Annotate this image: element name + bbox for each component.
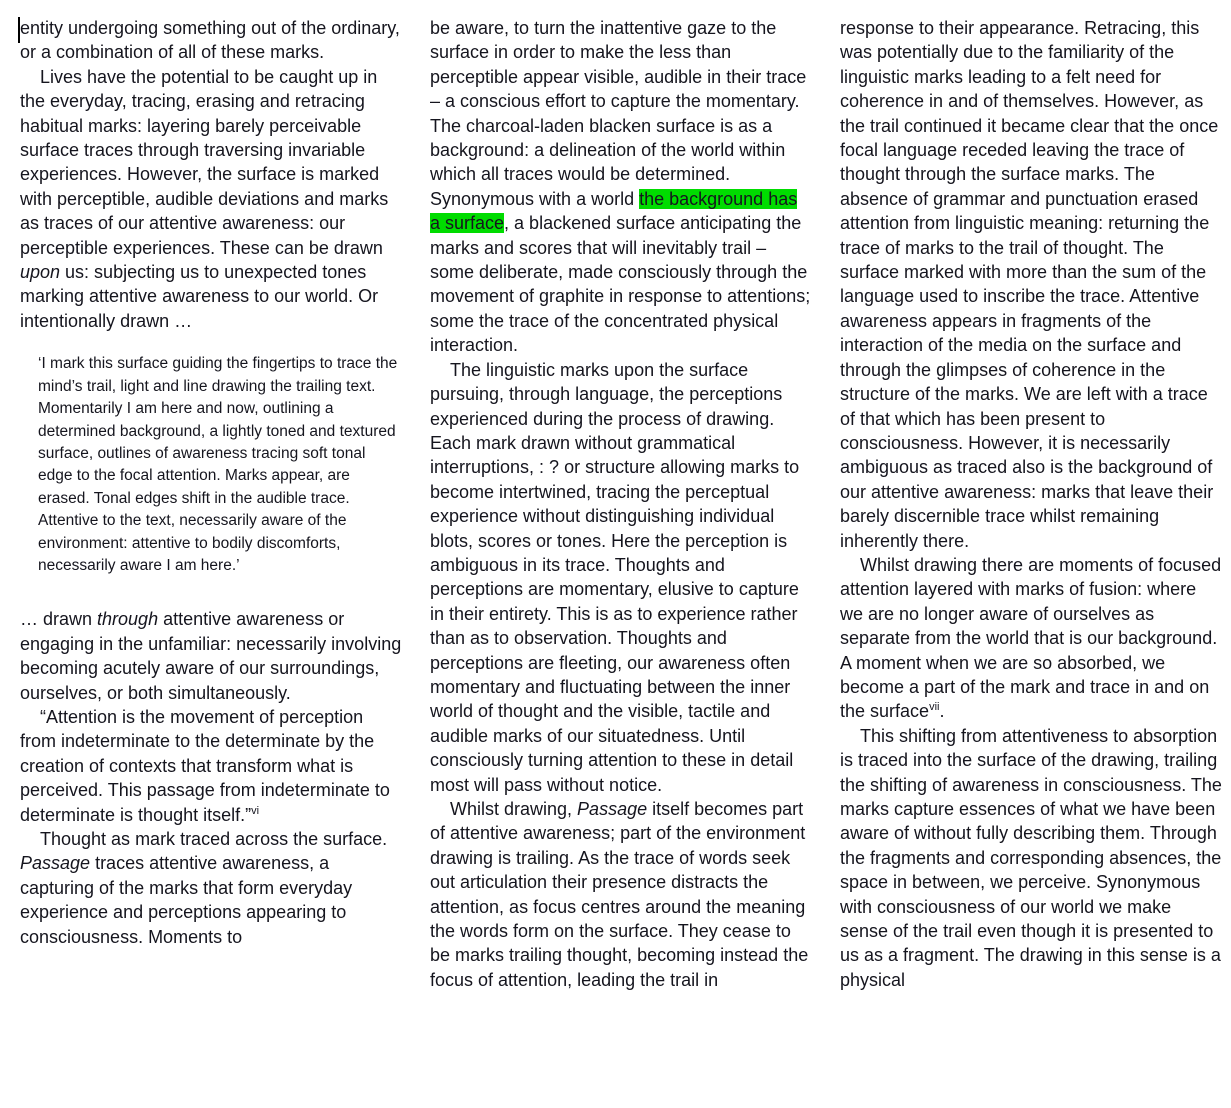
body-text: be aware, to turn the inattentive gaze to the surface in order to make the less than perceptible appear visible, audible in their trace – a conscious effort to capture the momentary. The charcoal-laden blacken surface is as a background: a delineation of the world within which all traces would be determined. Synonymous with a world: [430, 18, 807, 209]
text-column-1[interactable]: [20, 16, 402, 1092]
body-text: response to their appearance. Retracing, this was potentially due to the familiarity of the linguistic marks leading to a felt need for coherence in and of themselves. However, as the trail continued it became clear that the once focal language receded leaving the trace of thought through the surface marks. The absence of grammar and punctuation erased attention from linguistic meaning: returning the trace of marks to the trail of thought. The surface marked with more than the sum of the language used to inscribe the trace. Attentive awareness appears in fragments of the interaction of the media on the surface and through the glimpses of coherence in the structure of the marks. We are left with a trace of that which has been present to consciousness. However, it is necessarily ambiguous as traced also is the background of our attentive awareness: marks that leave their barely discernible trace whilst remaining inherently there.: [840, 18, 1219, 551]
body-text: Lives have the potential to be caught up in the everyday, tracing, erasing and retracing habitual marks: layering barely perceivable surface traces through traversing invariable experiences. However, the surface is marked with perceptible, audible deviations and marks as traces of our attentive awareness: our perceptible experiences. These can be drawn: [20, 66, 389, 258]
body-text: us: subjecting us to unexpected tones marking attentive awareness to our world. Or intentionally drawn …: [20, 262, 379, 331]
paragraph[interactable]: [840, 553, 1222, 724]
paragraph[interactable]: [840, 16, 1222, 553]
body-text: “Attention is the movement of perception from indeterminate to the determinate by the creation of contexts that transform what is perceived. This passage from indeterminate to determinate is thought itself.”: [20, 706, 390, 825]
italic-text: upon: [20, 262, 61, 283]
body-text: Whilst drawing,: [450, 799, 578, 819]
body-text: traces attentive awareness, a capturing of the marks that form everyday experience and perceptions appearing to consciousness. Moments to: [20, 853, 353, 947]
body-text: This shifting from attentiveness to absorption is traced into the surface of the drawing, trailing the shifting of awareness in consciousness. The marks capture essences of what we have been aware of without fully describing them. Through the fragments and corresponding absences, the space in between, we perceive. Synonymous with consciousness of our world we make sense of the trail even though it is presented to us as a fragment. The drawing in this sense is a physical: [840, 725, 1222, 990]
body-text: entity undergoing something out of the ordinary, or a combination of all of these marks.: [20, 18, 400, 63]
text-column-2[interactable]: [430, 16, 812, 1092]
body-text: Thought as mark traced across the surface.: [40, 829, 388, 849]
text-cursor: [18, 17, 20, 43]
paragraph[interactable]: [20, 827, 402, 949]
paragraph[interactable]: [20, 607, 402, 705]
text-column-3[interactable]: [840, 16, 1222, 1092]
italic-text: through: [97, 609, 159, 630]
body-text: Whilst drawing there are moments of focused attention layered with marks of fusion: where we are no longer aware of ourselves as separate from the world that is our background. A moment when we are so absorbed, we become a part of the mark and trace in and on the surface: [840, 554, 1222, 722]
body-text: .: [939, 701, 945, 722]
italic-text: Passage: [20, 853, 91, 874]
body-text: itself becomes part of attentive awareness; part of the environment drawing is trailing. As the trace of words seek out articulation their presence distracts the attention, as focus centres around the meaning the words form on the surface. They cease to be marks trailing thought, becoming instead the focus of attention, leading the trail in: [430, 799, 809, 990]
footnote-marker: vii: [929, 701, 940, 714]
paragraph[interactable]: [430, 16, 812, 358]
paragraph[interactable]: [20, 16, 402, 65]
paragraph[interactable]: [20, 65, 402, 333]
body-text: , a blackened surface anticipating the marks and scores that will inevitably trail – some deliberate, made consciously through the movement of graphite in response to attentions; some the trace of the concentrated physical interaction.: [430, 213, 811, 356]
body-text: The linguistic marks upon the surface pursuing, through language, the perceptions experienced during the process of drawing. Each mark drawn without grammatical interruptions, : ? or structure allowing marks to become intertwined, tracing the perceptual experience without distinguishing individual blots, scores or tones. Here the perception is ambiguous in its trace. Thoughts and perceptions are momentary, elusive to capture in their entirety. This is as to experience rather than as to observation. Thoughts and perceptions are fleeting, our awareness often momentary and fluctuating between the inner world of thought and the visible, tactile and audible marks of our situatedness. Until consciously turning attention to these in detail most will pass without notice.: [430, 359, 800, 795]
body-text: ‘I mark this surface guiding the fingertips to trace the mind’s trail, light and line drawing the trailing text. Momentarily I am here and now, outlining a determined background, a lightly toned and textured surface, outlines of awareness tracing soft tonal edge to the focal attention. Marks appear, are erased. Tonal edges shift in the audible trace. Attentive to the text, necessarily aware of the environment: attentive to bodily discomforts, necessarily aware I am here.’: [38, 355, 398, 574]
highlighted-text: the background has a surface: [430, 188, 798, 234]
paragraph[interactable]: [840, 724, 1222, 992]
body-text: … drawn: [20, 609, 98, 630]
paragraph[interactable]: [430, 797, 812, 992]
body-text: attentive awareness or engaging in the unfamiliar: necessarily involving becoming acutely aware of our surroundings, ourselves, or both simultaneously.: [20, 609, 402, 703]
paragraph[interactable]: [20, 705, 402, 827]
block-quote[interactable]: [38, 353, 402, 577]
footnote-marker: vi: [251, 804, 260, 817]
paragraph[interactable]: [430, 358, 812, 797]
italic-text: Passage: [577, 799, 648, 819]
